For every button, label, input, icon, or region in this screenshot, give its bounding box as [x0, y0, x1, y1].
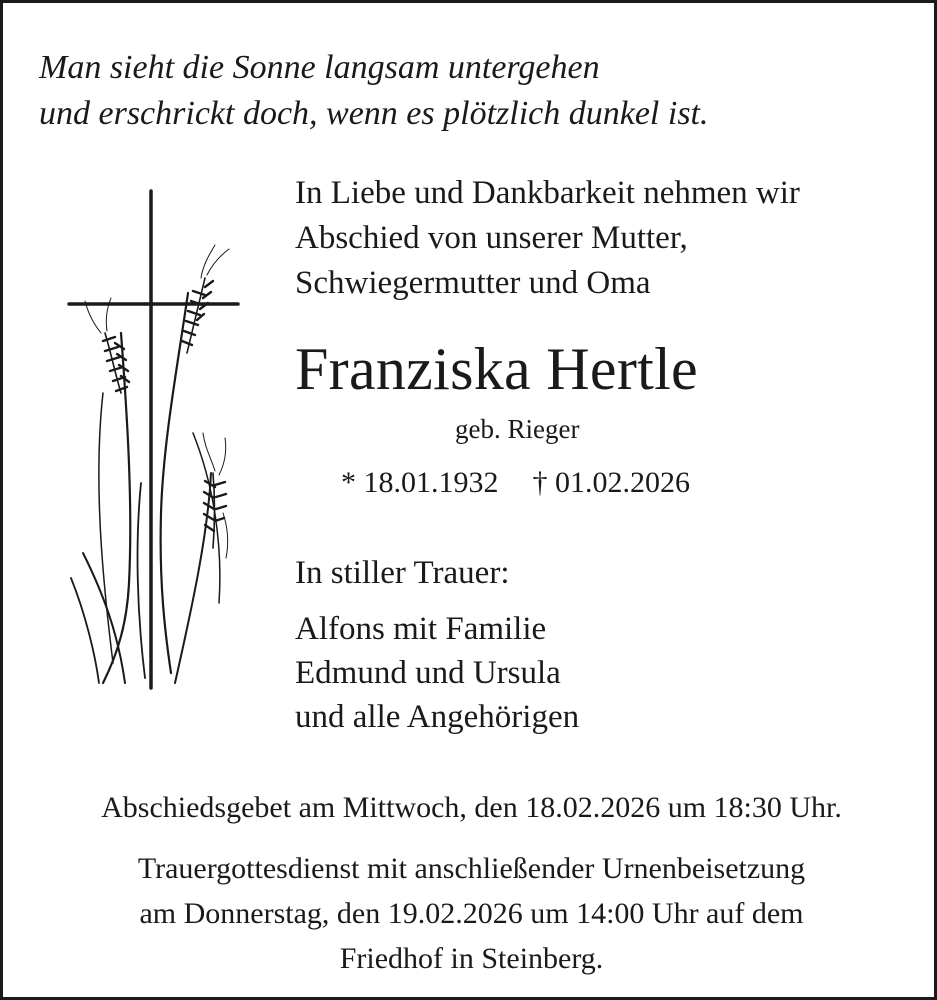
verse-line-2: und erschrickt doch, wenn es plötzlich dunkel ist. — [39, 95, 709, 132]
intro-line-2: Abschied von unserer Mutter, — [295, 220, 688, 256]
prayer-service-text: Abschiedsgebet am Mittwoch, den 18.02.2026 um 18:30 Uhr. — [101, 791, 842, 824]
intro-line-3: Schwiegermutter und Oma — [295, 265, 651, 301]
intro-line-1: In Liebe und Dankbarkeit nehmen wir — [295, 175, 800, 211]
mourner-line-1: Alfons mit Familie — [295, 611, 547, 647]
verse-line-1: Man sieht die Sonne langsam untergehen — [39, 49, 600, 86]
mourner-line-3: und alle Angehörigen — [295, 699, 580, 735]
life-dates — [341, 463, 690, 503]
birth-date: * 18.01.1932 — [341, 466, 499, 499]
death-date: † 01.02.2026 — [532, 466, 690, 499]
funeral-line-2: am Donnerstag, den 19.02.2026 um 14:00 Uhr auf dem — [139, 897, 804, 930]
cross-with-wheat-icon — [63, 183, 243, 693]
deceased-name: Franziska Hertle — [295, 336, 698, 402]
funeral-line-1: Trauergottesdienst mit anschließender Urnenbeisetzung — [137, 852, 806, 885]
birth-name: geb. Rieger — [455, 414, 580, 444]
mourner-line-2: Edmund und Ursula — [295, 655, 561, 691]
mourners-heading: In stiller Trauer: — [295, 555, 510, 591]
funeral-line-3: Friedhof in Steinberg. — [339, 942, 604, 975]
